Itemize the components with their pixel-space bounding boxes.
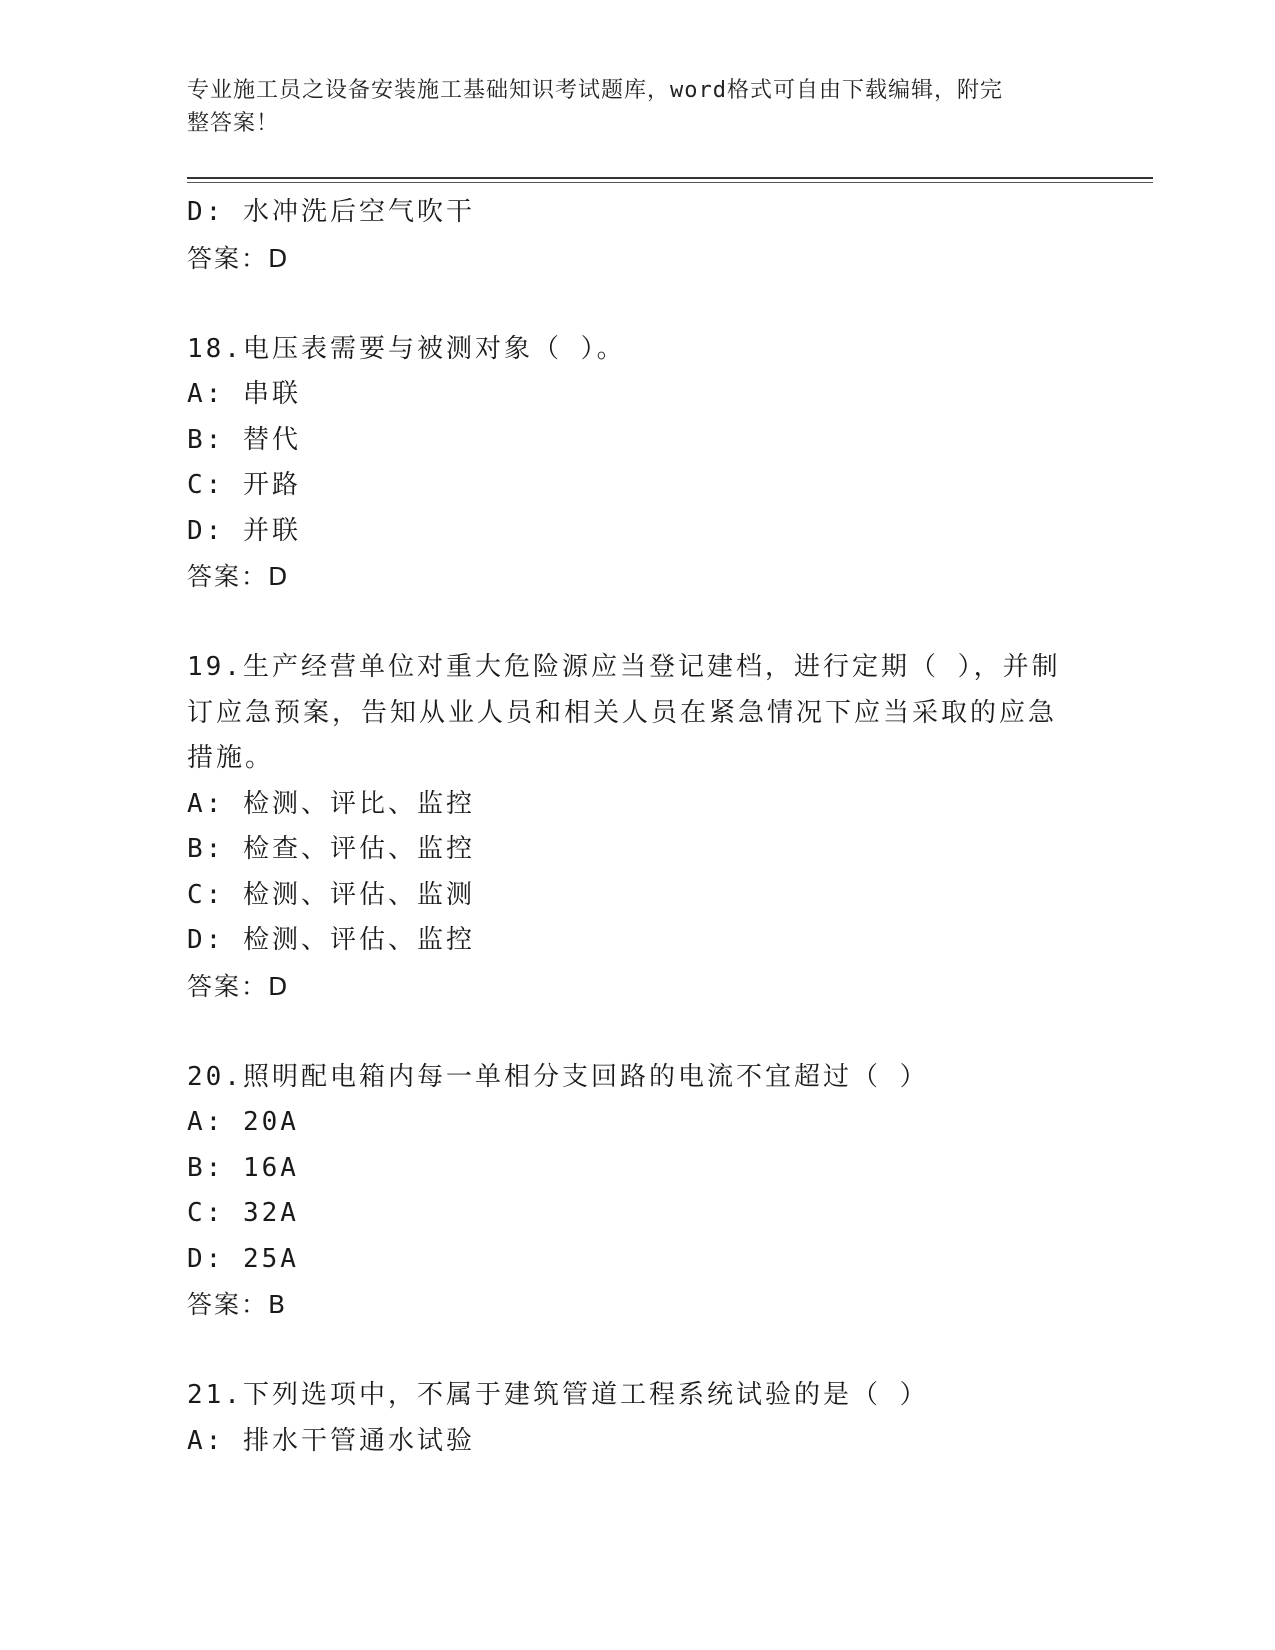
- question-stem: 20.照明配电箱内每一单相分支回路的电流不宜超过（ ）: [187, 1061, 929, 1092]
- spacer: [187, 1328, 1067, 1374]
- option-b: B: 16A: [187, 1152, 299, 1183]
- question-stem-line-2: 订应急预案，告知从业人员和相关人员在紧急情况下应当采取的应急: [187, 697, 1058, 728]
- option-c: C: 开路: [187, 470, 301, 500]
- question-stem-line-3: 措施。: [187, 743, 275, 773]
- option-a: A: 串联: [187, 379, 301, 409]
- answer: 答案：D: [187, 971, 290, 1001]
- option-a: A: 20A: [187, 1107, 299, 1137]
- question-20: [187, 1055, 1067, 1328]
- option-b: B: 检查、评估、监控: [187, 834, 475, 864]
- option-d: D: 检测、评估、监控: [187, 925, 475, 955]
- spacer: [187, 1009, 1067, 1055]
- question-stem-line-1: 19.生产经营单位对重大危险源应当登记建档，进行定期（ ），并制: [187, 652, 1061, 682]
- option-d: D: 并联: [187, 515, 301, 546]
- header-note-line-2: 整答案！: [187, 111, 280, 136]
- option-a: A: 排水干管通水试验: [187, 1425, 475, 1456]
- option-d: D: 25A: [187, 1243, 299, 1274]
- question-stem: 21.下列选项中，不属于建筑管道工程系统试验的是（ ）: [187, 1380, 929, 1410]
- option-d: D: 水冲洗后空气吹干: [187, 197, 475, 227]
- answer: 答案：D: [187, 562, 290, 591]
- question-stem: 18.电压表需要与被测对象（ ）。: [187, 333, 626, 364]
- question-18: [187, 327, 1067, 600]
- question-list: [187, 190, 1067, 1464]
- answer: 答案：B: [187, 1290, 288, 1319]
- question-21: [187, 1373, 1067, 1464]
- header-divider-thick: [187, 177, 1153, 179]
- spacer: [187, 600, 1067, 646]
- spacer: [187, 281, 1067, 327]
- option-c: C: 检测、评估、监测: [187, 879, 475, 910]
- option-a: A: 检测、评比、监控: [187, 788, 475, 819]
- header-divider-thin: [187, 182, 1153, 183]
- header-note: [187, 74, 1067, 140]
- option-c: C: 32A: [187, 1198, 299, 1228]
- answer: 答案：D: [187, 243, 290, 273]
- header-note-line-1: 专业施工员之设备安装施工基础知识考试题库，word格式可自由下载编辑，附完: [187, 78, 1003, 103]
- option-b: B: 替代: [187, 424, 301, 455]
- question-19: [187, 645, 1067, 1009]
